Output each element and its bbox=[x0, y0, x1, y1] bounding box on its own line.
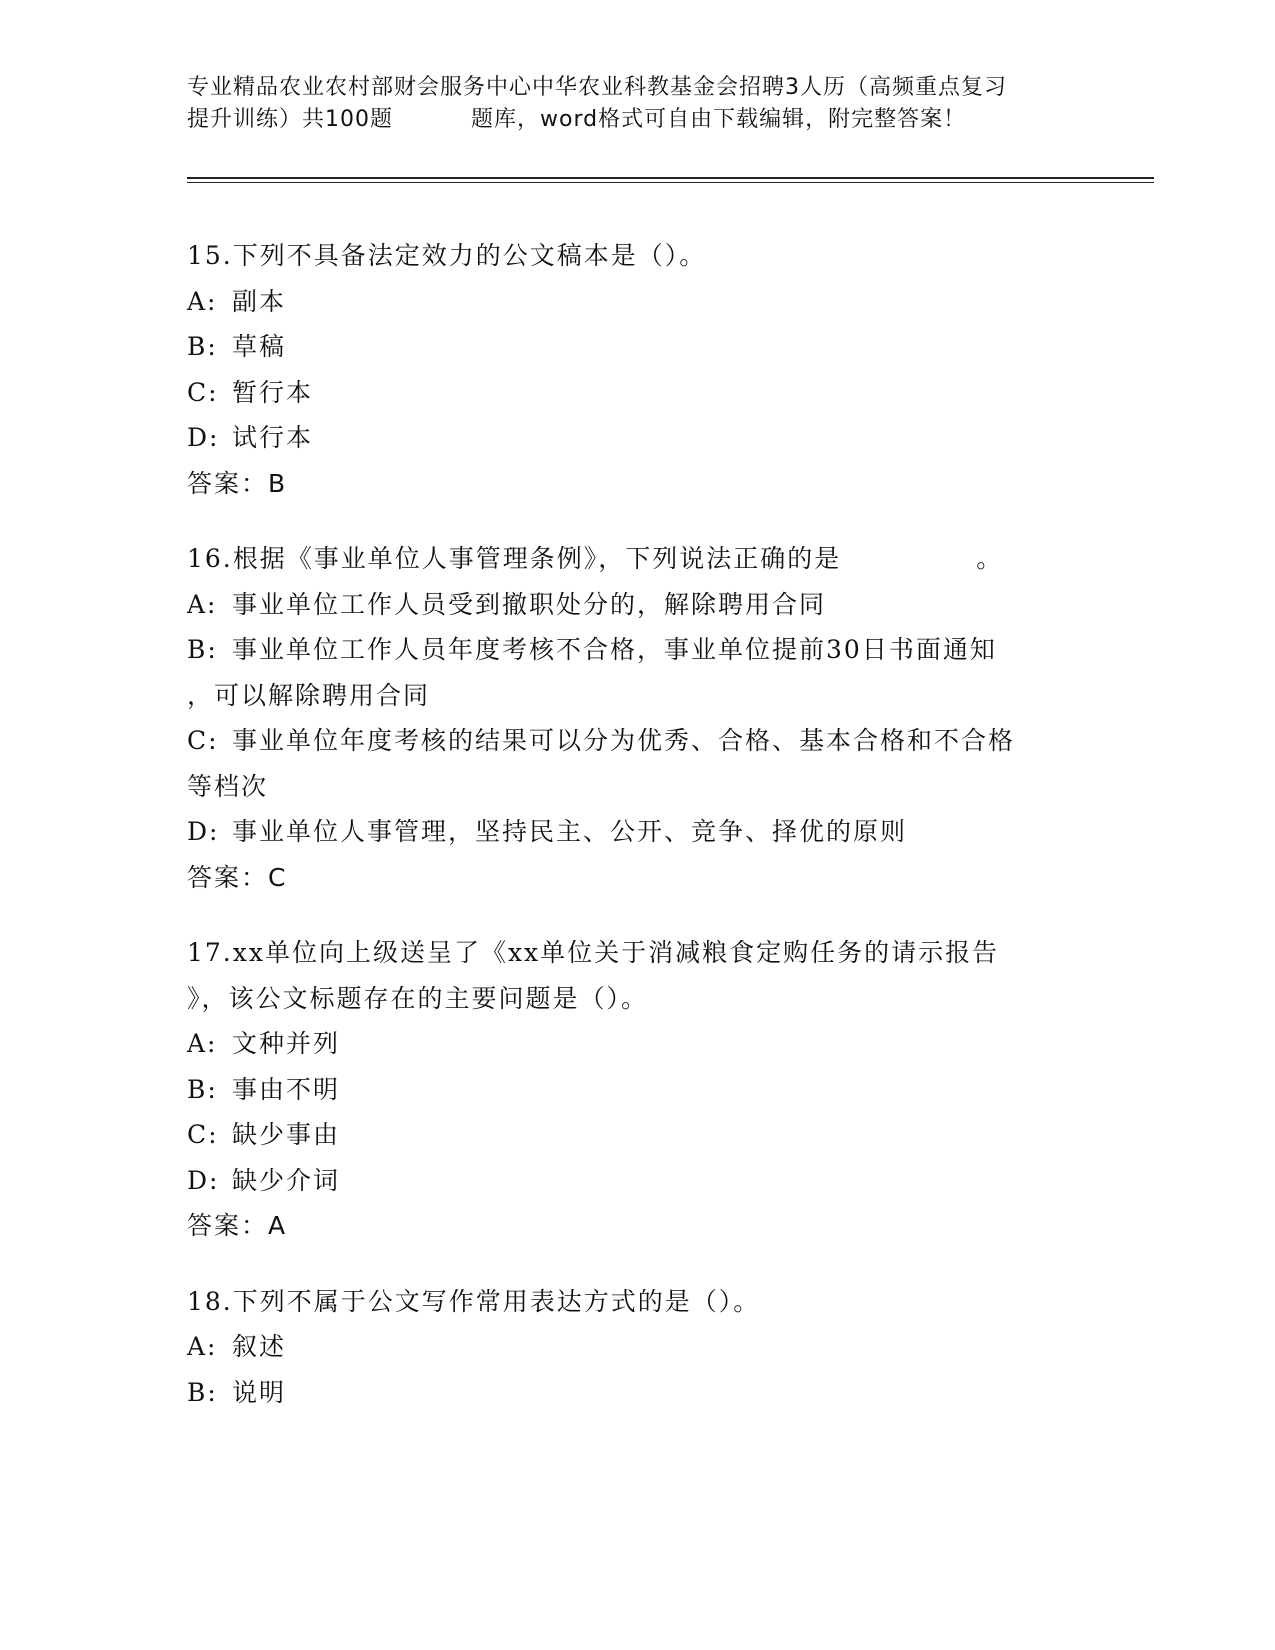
header-divider-thin bbox=[187, 182, 1154, 183]
question-16 bbox=[187, 536, 1087, 900]
question-stem: 17.xx单位向上级送呈了《xx单位关于消减粮食定购任务的请示报告 bbox=[187, 938, 1000, 967]
option-text: 缺少事由 bbox=[232, 1120, 341, 1149]
answer-text: 答案：C bbox=[187, 862, 288, 892]
option-letter: A: bbox=[187, 1332, 218, 1361]
header-line-2-a: 提升训练）共100题 bbox=[187, 107, 393, 132]
option-text: 事业单位年度考核的结果可以分为优秀、合格、基本合格和不合格 bbox=[232, 726, 1016, 755]
option-text: 说明 bbox=[232, 1377, 287, 1407]
option-letter: C: bbox=[187, 726, 219, 755]
option-d bbox=[187, 809, 1087, 855]
option-text: 暂行本 bbox=[232, 377, 314, 407]
option-text: 草稿 bbox=[232, 332, 287, 361]
option-letter: D: bbox=[187, 817, 220, 846]
option-c bbox=[187, 718, 1087, 764]
option-letter: D: bbox=[187, 1165, 220, 1195]
option-letter: B: bbox=[187, 332, 218, 361]
option-b bbox=[187, 1370, 1087, 1416]
option-text: 事业单位工作人员受到撤职处分的，解除聘用合同 bbox=[232, 589, 827, 619]
option-c bbox=[187, 1112, 1087, 1158]
answer-text: 答案：B bbox=[187, 468, 288, 498]
option-text: 副本 bbox=[232, 286, 287, 316]
question-list bbox=[187, 233, 1087, 1445]
option-text: 事由不明 bbox=[232, 1074, 341, 1104]
option-letter: B: bbox=[187, 635, 218, 664]
question-stem: 16.根据《事业单位人事管理条例》，下列说法正确的是 。 bbox=[187, 544, 1004, 573]
option-letter: A: bbox=[187, 286, 218, 316]
option-text: 事业单位工作人员年度考核不合格，事业单位提前30日书面通知 bbox=[232, 635, 997, 664]
option-text: 事业单位人事管理，坚持民主、公开、竞争、择优的原则 bbox=[232, 817, 908, 846]
option-text: 叙述 bbox=[232, 1332, 287, 1361]
option-a bbox=[187, 1324, 1087, 1370]
option-letter: C: bbox=[187, 1120, 219, 1149]
option-d bbox=[187, 1158, 1087, 1204]
option-letter: A: bbox=[187, 1029, 218, 1058]
header-line-2-b: 题库，word格式可自由下载编辑，附完整答案！ bbox=[471, 107, 967, 132]
header-divider-thick bbox=[187, 177, 1154, 179]
option-letter: C: bbox=[187, 377, 219, 407]
answer-text: 答案：A bbox=[187, 1211, 288, 1240]
question-17 bbox=[187, 930, 1087, 1249]
question-stem: 18.下列不属于公文写作常用表达方式的是（）。 bbox=[187, 1286, 761, 1316]
option-letter: D: bbox=[187, 423, 220, 452]
option-b bbox=[187, 1067, 1087, 1113]
header-line-2 bbox=[187, 104, 1087, 136]
option-b bbox=[187, 324, 1087, 370]
question-stem-continuation: 》，该公文标题存在的主要问题是（）。 bbox=[187, 983, 649, 1013]
question-15 bbox=[187, 233, 1087, 506]
option-b-continuation: ，可以解除聘用合同 bbox=[187, 680, 431, 710]
option-a bbox=[187, 279, 1087, 325]
option-d bbox=[187, 415, 1087, 461]
document-header bbox=[187, 72, 1087, 136]
option-b bbox=[187, 627, 1087, 673]
option-c bbox=[187, 370, 1087, 416]
option-c-continuation: 等档次 bbox=[187, 771, 269, 801]
option-letter: A: bbox=[187, 589, 218, 619]
question-18 bbox=[187, 1279, 1087, 1416]
option-text: 缺少介词 bbox=[232, 1165, 341, 1195]
header-line-1: 专业精品农业农村部财会服务中心中华农业科教基金会招聘3人历（高频重点复习 bbox=[187, 75, 1007, 100]
option-a bbox=[187, 582, 1087, 628]
option-a bbox=[187, 1021, 1087, 1067]
option-text: 试行本 bbox=[232, 423, 314, 452]
option-text: 文种并列 bbox=[232, 1029, 341, 1058]
question-stem: 15.下列不具备法定效力的公文稿本是（）。 bbox=[187, 241, 707, 270]
option-letter: B: bbox=[187, 1377, 218, 1407]
option-letter: B: bbox=[187, 1074, 218, 1104]
